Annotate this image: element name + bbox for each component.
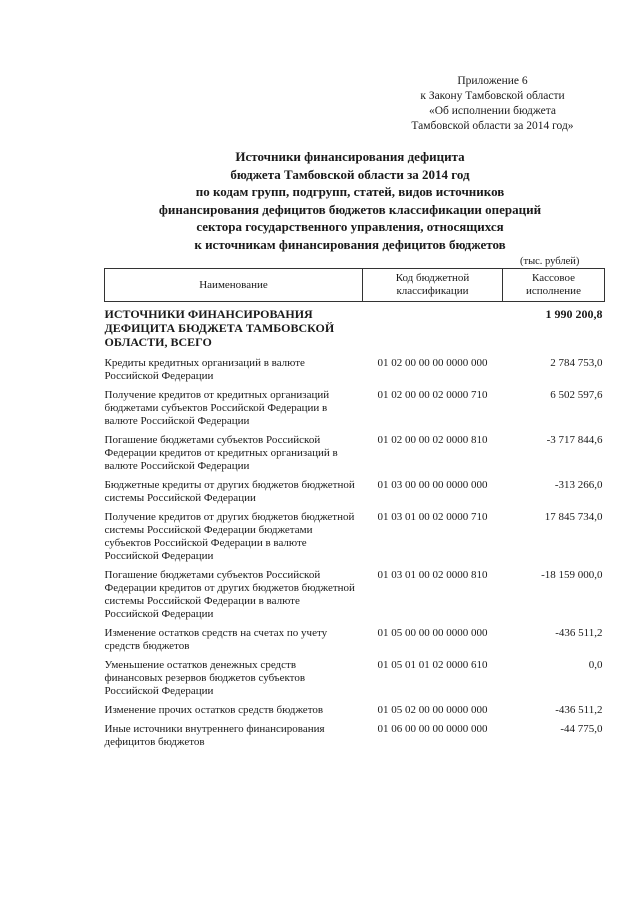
cell-name: Погашение бюджетами субъектов Российской Федерации кредитов от других бюджетов бюджетной системы Российской Федерации в валюте Российской Федерации [104, 569, 355, 620]
cell-amount: 0,0 [588, 659, 603, 671]
cell-amount: 2 784 753,0 [550, 357, 603, 369]
cell-code: 01 03 00 00 00 0000 000 [377, 479, 488, 491]
cell-name: Изменение остатков средств на счетах по учету средств бюджетов [104, 627, 328, 652]
table-row [105, 723, 605, 755]
cell-amount: -436 511,2 [555, 627, 603, 639]
cell-code: 01 02 00 00 02 0000 810 [377, 434, 488, 446]
table-row [105, 627, 605, 659]
header-name: Наименование [105, 269, 363, 302]
table-row [105, 704, 605, 723]
cell-amount: -44 775,0 [560, 723, 603, 735]
title-line: по кодам групп, подгрупп, статей, видов источников [195, 184, 505, 199]
cell-name: Бюджетные кредиты от других бюджетов бюджетной системы Российской Федерации [104, 479, 355, 504]
table-row [105, 357, 605, 389]
title-line: к источникам финансирования дефицитов бюджетов [194, 236, 506, 252]
cell-name: Кредиты кредитных организаций в валюте Российской Федерации [104, 357, 305, 382]
cell-code [363, 302, 503, 358]
cell-amount: -313 266,0 [554, 479, 603, 491]
header-amount: Кассовое исполнение [503, 269, 605, 302]
cell-name: Изменение прочих остатков средств бюджетов [104, 704, 324, 716]
table-row [105, 389, 605, 434]
header-code: Код бюджетной классификации [363, 269, 503, 302]
cell-name: Получение кредитов от других бюджетов бюджетной системы Российской Федерации бюджетами субъектов Российской Федерации в валюте Российской Федерации [104, 511, 355, 562]
cell-code: 01 05 01 01 02 0000 610 [377, 659, 488, 671]
cell-amount: 17 845 734,0 [544, 511, 603, 523]
cell-name: Получение кредитов от кредитных организаций бюджетами субъектов Российской Федерации в валюте Российской Федерации [104, 389, 330, 427]
appendix-line: «Об исполнении бюджета [428, 105, 556, 117]
cell-name: Уменьшение остатков денежных средств финансовых резервов бюджетов субъектов Российской Федерации [104, 659, 306, 697]
table-row [105, 511, 605, 569]
cell-amount: 1 990 200,8 [545, 307, 603, 321]
cell-code: 01 05 02 00 00 0000 000 [377, 704, 488, 716]
appendix-line: Тамбовской области за 2014 год» [411, 120, 574, 132]
table-header-row [105, 269, 605, 302]
appendix-line: к Закону Тамбовской области [420, 90, 565, 102]
table-row [105, 479, 605, 511]
cell-name: Иные источники внутреннего финансирования дефицитов бюджетов [104, 723, 325, 748]
title-line: Источники финансирования дефицита [235, 149, 465, 164]
appendix-line: Приложение 6 [457, 75, 528, 87]
cell-amount: 6 502 597,6 [550, 389, 603, 401]
title-line: финансирования дефицитов бюджетов классификации операций [158, 201, 542, 217]
cell-code: 01 02 00 00 00 0000 000 [377, 357, 488, 369]
cell-name: ИСТОЧНИКИ ФИНАНСИРОВАНИЯ ДЕФИЦИТА БЮДЖЕТА ТАМБОВСКОЙ ОБЛАСТИ, ВСЕГО [104, 307, 335, 349]
table-row [105, 434, 605, 479]
cell-code: 01 05 00 00 00 0000 000 [377, 627, 488, 639]
title-line: сектора государственного управления, относящихся [196, 219, 504, 234]
appendix-reference [380, 74, 605, 134]
cell-code: 01 03 01 00 02 0000 810 [377, 569, 488, 581]
cell-name: Погашение бюджетами субъектов Российской Федерации кредитов от кредитных организаций в валюте Российской Федерации [104, 434, 338, 472]
cell-amount: -18 159 000,0 [541, 569, 603, 581]
table-row [105, 659, 605, 704]
table-row-total [105, 302, 605, 358]
document-title [100, 148, 600, 253]
cell-code: 01 03 01 00 02 0000 710 [377, 511, 488, 523]
cell-amount: -436 511,2 [555, 704, 603, 716]
cell-code: 01 02 00 00 02 0000 710 [377, 389, 488, 401]
title-line: бюджета Тамбовской области за 2014 год [230, 166, 470, 182]
units-label: (тыс. рублей) [520, 256, 580, 267]
cell-amount: -3 717 844,6 [546, 434, 603, 446]
sources-table [104, 268, 605, 755]
cell-code: 01 06 00 00 00 0000 000 [377, 723, 488, 735]
table-row [105, 569, 605, 627]
